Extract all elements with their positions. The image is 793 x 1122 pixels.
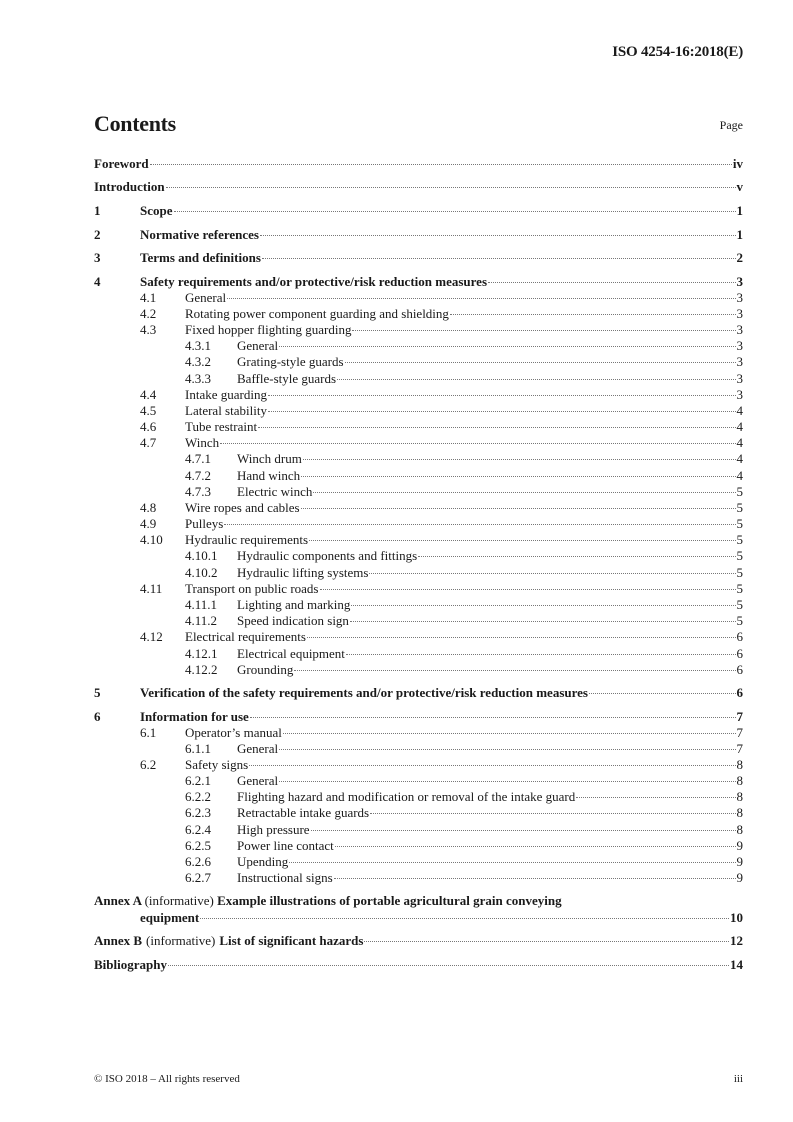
toc-number: 4.3.1 xyxy=(185,338,211,353)
dot-leader xyxy=(258,426,735,428)
toc-page: 8 xyxy=(736,757,743,772)
toc-label: Grating-style guards xyxy=(237,354,344,369)
toc-page: 4 xyxy=(736,451,743,466)
toc-number: 6.2.1 xyxy=(185,773,211,788)
toc-number: 6.2.2 xyxy=(185,789,211,804)
toc-page: 7 xyxy=(736,725,743,740)
toc-entry-4-10-2[interactable] xyxy=(185,565,743,581)
toc-label: Intake guarding xyxy=(185,387,267,402)
toc-page: 8 xyxy=(736,789,743,804)
dot-leader xyxy=(370,812,735,814)
toc-label: List of significant hazards xyxy=(219,933,364,948)
toc-entry-safety-requirements[interactable] xyxy=(94,274,743,290)
dot-leader xyxy=(576,796,735,798)
toc-page: 3 xyxy=(736,274,743,289)
toc-label: Safety requirements and/or protective/risk reduction measures xyxy=(140,274,488,289)
dot-leader xyxy=(268,410,736,412)
toc-label: Hydraulic lifting systems xyxy=(237,565,369,580)
dot-leader xyxy=(303,458,736,460)
dot-leader xyxy=(250,716,736,718)
toc-entry-4-3-1[interactable] xyxy=(185,338,743,354)
toc-page: 5 xyxy=(736,532,743,547)
toc-label: Verification of the safety requirements and/or protective/risk reduction measures xyxy=(140,685,588,700)
dot-leader xyxy=(337,378,735,380)
toc-entry-4-7-1[interactable] xyxy=(185,451,743,467)
toc-page: 4 xyxy=(736,435,743,450)
toc-entry-terms-definitions[interactable] xyxy=(94,250,743,266)
annex-title: Example illustrations of portable agricultural grain conveying xyxy=(217,893,562,908)
toc-label: Winch xyxy=(185,435,220,450)
annex-qualifier: (informative) xyxy=(144,893,214,908)
toc-page: 6 xyxy=(736,685,743,700)
toc-label: General xyxy=(237,741,279,756)
toc-page: 3 xyxy=(736,371,743,386)
toc-number: 4.6 xyxy=(140,419,157,434)
toc-page: 6 xyxy=(736,629,743,644)
toc-entry-annex-b[interactable] xyxy=(94,933,743,949)
toc-page: 12 xyxy=(730,933,743,948)
toc-label: Rotating power component guarding and shielding xyxy=(185,306,449,321)
toc-number: 4.11.1 xyxy=(185,597,218,612)
toc-page: 10 xyxy=(730,910,743,925)
toc-label: equipment xyxy=(140,910,200,925)
dot-leader xyxy=(224,523,735,525)
dot-leader xyxy=(301,507,736,509)
toc-entry-4-3-2[interactable] xyxy=(185,354,743,370)
toc-number: 5 xyxy=(94,685,101,700)
toc-label: Safety signs xyxy=(185,757,249,772)
toc-page: 5 xyxy=(736,597,743,612)
toc-number: 4.4 xyxy=(140,387,157,402)
page-title: Contents xyxy=(94,111,176,136)
toc-number: 4.3.3 xyxy=(185,371,211,386)
toc-label: High pressure xyxy=(237,822,310,837)
toc-number: 4.3 xyxy=(140,322,157,337)
toc-number: 4.5 xyxy=(140,403,157,418)
toc-entry-4-10[interactable] xyxy=(140,532,743,548)
toc-label: Hand winch xyxy=(237,468,301,483)
toc-entry-4-12-2[interactable] xyxy=(185,662,743,678)
toc-entry-4-2[interactable] xyxy=(140,306,743,322)
toc-entry-scope[interactable] xyxy=(94,203,743,219)
toc-number: 4.12.1 xyxy=(185,646,218,661)
toc-entry-4-7-2[interactable] xyxy=(185,468,743,484)
toc-entry-4-4[interactable] xyxy=(140,387,743,403)
toc-label: Foreword xyxy=(94,156,149,171)
toc-label: Fixed hopper flighting guarding xyxy=(185,322,352,337)
toc-label: Bibliography xyxy=(94,957,167,972)
toc-entry-4-11-1[interactable] xyxy=(185,597,743,613)
toc-label: Tube restraint xyxy=(185,419,258,434)
toc-number: 6.2.7 xyxy=(185,870,211,885)
toc-page: 4 xyxy=(736,403,743,418)
toc-page: 6 xyxy=(736,646,743,661)
toc-entry-foreword[interactable] xyxy=(94,156,743,172)
dot-leader xyxy=(301,475,735,477)
annex-prefix: Annex B xyxy=(94,933,143,948)
toc-label: Information for use xyxy=(140,709,249,724)
toc-number: 6.2.6 xyxy=(185,854,211,869)
toc-page: 8 xyxy=(736,773,743,788)
toc-number: 6.2.4 xyxy=(185,822,211,837)
toc-entry-verification[interactable] xyxy=(94,685,743,701)
toc-page: 1 xyxy=(736,203,743,218)
dot-leader xyxy=(364,940,729,942)
toc-label: Pulleys xyxy=(185,516,224,531)
toc-entry-4-3-3[interactable] xyxy=(185,371,743,387)
toc-page: 5 xyxy=(736,516,743,531)
toc-number: 6.1.1 xyxy=(185,741,211,756)
toc-page: v xyxy=(736,179,743,194)
toc-number: 4.11 xyxy=(140,581,163,596)
toc-page: 5 xyxy=(736,581,743,596)
toc-number: 6.1 xyxy=(140,725,157,740)
dot-leader xyxy=(279,780,735,782)
toc-label: Retractable intake guards xyxy=(237,805,370,820)
toc-page: 5 xyxy=(736,613,743,628)
dot-leader xyxy=(227,297,735,299)
toc-entry-6-2-6[interactable] xyxy=(185,854,743,870)
toc-number: 4.11.2 xyxy=(185,613,218,628)
toc-entry-6-2[interactable] xyxy=(140,757,743,773)
toc-page: 5 xyxy=(736,484,743,499)
toc-number: 4.3.2 xyxy=(185,354,211,369)
toc-label: Hydraulic requirements xyxy=(185,532,309,547)
toc-label: Terms and definitions xyxy=(140,250,261,265)
toc-label: Lighting and marking xyxy=(237,597,351,612)
dot-leader xyxy=(283,732,736,734)
toc-number: 4.2 xyxy=(140,306,157,321)
toc-label: Winch drum xyxy=(237,451,302,466)
toc-number: 4.7.3 xyxy=(185,484,211,499)
dot-leader xyxy=(369,572,735,574)
toc-label: Baffle-style guards xyxy=(237,371,337,386)
toc-label: Electrical equipment xyxy=(237,646,345,661)
toc-entry-information-for-use[interactable] xyxy=(94,709,743,725)
toc-label: Instructional signs xyxy=(237,870,333,885)
toc-label: General xyxy=(185,290,227,305)
dot-leader xyxy=(279,345,735,347)
toc-page: 5 xyxy=(736,565,743,580)
toc-entry-4-12[interactable] xyxy=(140,629,743,645)
toc-label: General xyxy=(237,773,279,788)
toc-entry-4-7[interactable] xyxy=(140,435,743,451)
toc-page: 3 xyxy=(736,322,743,337)
toc-label: Electrical requirements xyxy=(185,629,306,644)
dot-leader xyxy=(488,281,735,283)
dot-leader xyxy=(352,329,735,331)
toc-number: 6.2.3 xyxy=(185,805,211,820)
copyright-notice: © ISO 2018 – All rights reserved xyxy=(94,1073,240,1085)
toc-page: 8 xyxy=(736,805,743,820)
toc-entry-6-2-3[interactable] xyxy=(185,805,743,821)
toc-entry-4-10-1[interactable] xyxy=(185,548,743,564)
toc-entry-bibliography[interactable] xyxy=(94,957,743,973)
toc-entry-6-2-1[interactable] xyxy=(185,773,743,789)
toc-number: 6 xyxy=(94,709,101,724)
toc-page: 3 xyxy=(736,338,743,353)
toc-label: Introduction xyxy=(94,179,165,194)
dot-leader xyxy=(260,234,736,236)
toc-number: 4.10.1 xyxy=(185,548,218,563)
toc-entry-annex-a-line1[interactable] xyxy=(94,893,562,909)
toc-number: 4.7.2 xyxy=(185,468,211,483)
toc-entry-6-1[interactable] xyxy=(140,725,743,741)
toc-number: 4.12 xyxy=(140,629,163,644)
dot-leader xyxy=(589,692,736,694)
toc-entry-6-2-5[interactable] xyxy=(185,838,743,854)
dot-leader xyxy=(289,861,735,863)
toc-entry-6-1-1[interactable] xyxy=(185,741,743,757)
dot-leader xyxy=(311,829,736,831)
dot-leader xyxy=(320,588,736,590)
dot-leader xyxy=(220,442,735,444)
toc-number: 4.1 xyxy=(140,290,157,305)
dot-leader xyxy=(351,604,735,606)
dot-leader xyxy=(200,917,729,919)
toc-page: 3 xyxy=(736,354,743,369)
toc-number: 4.10.2 xyxy=(185,565,218,580)
toc-label: Wire ropes and cables xyxy=(185,500,300,515)
dot-leader xyxy=(262,257,736,259)
toc-page: 6 xyxy=(736,662,743,677)
toc-page: 8 xyxy=(736,822,743,837)
dot-leader xyxy=(294,669,735,671)
toc-label: Hydraulic components and fittings xyxy=(237,548,418,563)
toc-page: 9 xyxy=(736,838,743,853)
toc-page: 3 xyxy=(736,290,743,305)
dot-leader xyxy=(334,877,736,879)
dot-leader xyxy=(309,539,735,541)
annex-prefix: Annex A xyxy=(94,893,142,908)
toc-label: General xyxy=(237,338,279,353)
toc-label: Transport on public roads xyxy=(185,581,319,596)
toc-entry-6-2-7[interactable] xyxy=(185,870,743,886)
dot-leader xyxy=(249,764,735,766)
dot-leader xyxy=(313,491,735,493)
toc-entry-4-5[interactable] xyxy=(140,403,743,419)
toc-number: 6.2.5 xyxy=(185,838,211,853)
toc-label: Normative references xyxy=(140,227,259,242)
toc-entry-4-7-3[interactable] xyxy=(185,484,743,500)
page-column-label: Page xyxy=(719,118,743,132)
dot-leader xyxy=(335,845,736,847)
toc-number: 3 xyxy=(94,250,101,265)
toc-label: Operator’s manual xyxy=(185,725,282,740)
toc-page: 7 xyxy=(736,709,743,724)
toc-label: Flighting hazard and modification or removal of the intake guard xyxy=(237,789,576,804)
toc-number: 2 xyxy=(94,227,101,242)
toc-page: 3 xyxy=(736,387,743,402)
toc-page: 2 xyxy=(736,250,743,265)
toc-entry-4-9[interactable] xyxy=(140,516,743,532)
toc-label: Scope xyxy=(140,203,173,218)
toc-label: Grounding xyxy=(237,662,294,677)
dot-leader xyxy=(350,620,736,622)
dot-leader xyxy=(418,555,735,557)
toc-entry-4-1[interactable] xyxy=(140,290,743,306)
toc-number: 4.7.1 xyxy=(185,451,211,466)
dot-leader xyxy=(174,210,736,212)
dot-leader xyxy=(168,964,729,966)
toc-entry-4-8[interactable] xyxy=(140,500,743,516)
toc-number: 4.9 xyxy=(140,516,157,531)
toc-page: 3 xyxy=(736,306,743,321)
toc-label: Power line contact xyxy=(237,838,334,853)
toc-entry-4-6[interactable] xyxy=(140,419,743,435)
toc-page: 5 xyxy=(736,500,743,515)
toc-entry-6-2-2[interactable] xyxy=(185,789,743,805)
toc-number: 4.10 xyxy=(140,532,163,547)
toc-page: 7 xyxy=(736,741,743,756)
dot-leader xyxy=(279,748,735,750)
toc-entry-4-3[interactable] xyxy=(140,322,743,338)
toc-entry-annex-a-line2[interactable] xyxy=(140,910,743,926)
dot-leader xyxy=(307,636,736,638)
dot-leader xyxy=(346,653,736,655)
toc-number: 4.7 xyxy=(140,435,157,450)
toc-page: 9 xyxy=(736,870,743,885)
toc-entry-4-11[interactable] xyxy=(140,581,743,597)
toc-page: 9 xyxy=(736,854,743,869)
dot-leader xyxy=(345,361,736,363)
toc-page: 5 xyxy=(736,548,743,563)
toc-page: 4 xyxy=(736,419,743,434)
toc-page: 4 xyxy=(736,468,743,483)
toc-entry-introduction[interactable] xyxy=(94,179,743,195)
dot-leader xyxy=(450,313,736,315)
toc-number: 4 xyxy=(94,274,101,289)
dot-leader xyxy=(268,394,736,396)
toc-entry-6-2-4[interactable] xyxy=(185,822,743,838)
toc-page: 1 xyxy=(736,227,743,242)
toc-label: Upending xyxy=(237,854,289,869)
toc-entry-normative-references[interactable] xyxy=(94,227,743,243)
document-code: ISO 4254-16:2018(E) xyxy=(612,44,743,60)
annex-qualifier: (informative) xyxy=(146,933,216,948)
toc-label: Lateral stability xyxy=(185,403,267,418)
toc-entry-4-11-2[interactable] xyxy=(185,613,743,629)
toc-page: iv xyxy=(732,156,743,171)
toc-number: 1 xyxy=(94,203,101,218)
page-number: iii xyxy=(733,1073,743,1085)
toc-number: 4.8 xyxy=(140,500,157,515)
dot-leader xyxy=(150,163,732,165)
toc-entry-4-12-1[interactable] xyxy=(185,646,743,662)
toc-number: 4.12.2 xyxy=(185,662,218,677)
toc-label: Speed indication sign xyxy=(237,613,349,628)
dot-leader xyxy=(166,186,736,188)
toc-number: 6.2 xyxy=(140,757,157,772)
toc-page: 14 xyxy=(730,957,743,972)
toc-label: Electric winch xyxy=(237,484,313,499)
